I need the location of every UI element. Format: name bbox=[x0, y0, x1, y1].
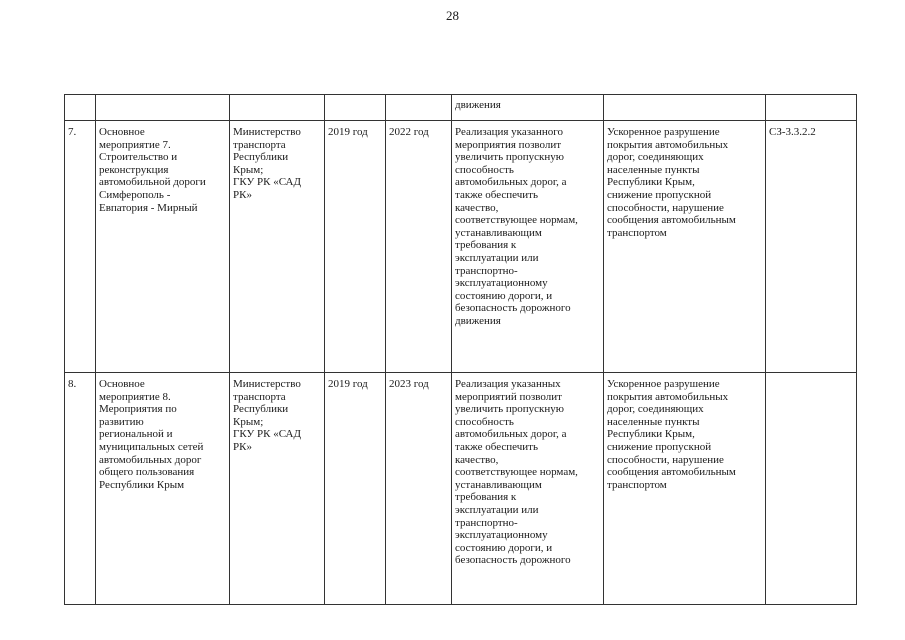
cell-num: 7. bbox=[65, 121, 96, 373]
cell-consequences bbox=[604, 95, 766, 121]
cell-effect: движения bbox=[452, 95, 604, 121]
cell-consequences: Ускоренное разрушение покрытия автомобильных дорог, соединяющих населенные пункты Республики Крым, снижение пропускной способности, нарушение сообщения автомобильным транспортом bbox=[604, 121, 766, 373]
cell-num bbox=[65, 95, 96, 121]
cell-num: 8. bbox=[65, 373, 96, 605]
cell-start bbox=[325, 95, 386, 121]
cell-end: 2022 год bbox=[386, 121, 452, 373]
cell-activity: Основное мероприятие 8. Мероприятия по развитию региональной и муниципальных сетей автомобильных дорог общего пользования Республики Крым bbox=[96, 373, 230, 605]
table-row-continuation bbox=[65, 95, 857, 121]
cell-effect: Реализация указанного мероприятия позволит увеличить пропускную способность автомобильных дорог, а также обеспечить качество, соответствующее нормам, устанавливающим требования к эксплуатации или транспортно- эксплуатационному состоянию дороги, и безопасность дорожного движения bbox=[452, 121, 604, 373]
page-number: 28 bbox=[446, 8, 459, 23]
cell-activity bbox=[96, 95, 230, 121]
cell-end: 2023 год bbox=[386, 373, 452, 605]
cell-executor: Министерство транспорта Республики Крым; ГКУ РК «САД РК» bbox=[230, 121, 325, 373]
cell-indicator bbox=[766, 373, 857, 605]
cell-executor: Министерство транспорта Республики Крым; ГКУ РК «САД РК» bbox=[230, 373, 325, 605]
cell-activity: Основное мероприятие 7. Строительство и реконструкция автомобильной дороги Симферополь - Евпатория - Мирный bbox=[96, 121, 230, 373]
cell-end bbox=[386, 95, 452, 121]
program-table bbox=[64, 94, 857, 605]
table-row bbox=[65, 121, 857, 373]
cell-indicator: СЗ-3.3.2.2 bbox=[766, 121, 857, 373]
cell-start: 2019 год bbox=[325, 373, 386, 605]
table-row bbox=[65, 373, 857, 605]
cell-consequences: Ускоренное разрушение покрытия автомобильных дорог, соединяющих населенные пункты Республики Крым, снижение пропускной способности, нарушение сообщения автомобильным транспортом bbox=[604, 373, 766, 605]
cell-indicator bbox=[766, 95, 857, 121]
cell-effect: Реализация указанных мероприятий позволит увеличить пропускную способность автомобильных дорог, а также обеспечить качество, соответствующее нормам, устанавливающим требования к эксплуатации или транспортно- эксплуатационному состоянию дороги, и безопасность дорожного bbox=[452, 373, 604, 605]
cell-start: 2019 год bbox=[325, 121, 386, 373]
cell-executor bbox=[230, 95, 325, 121]
